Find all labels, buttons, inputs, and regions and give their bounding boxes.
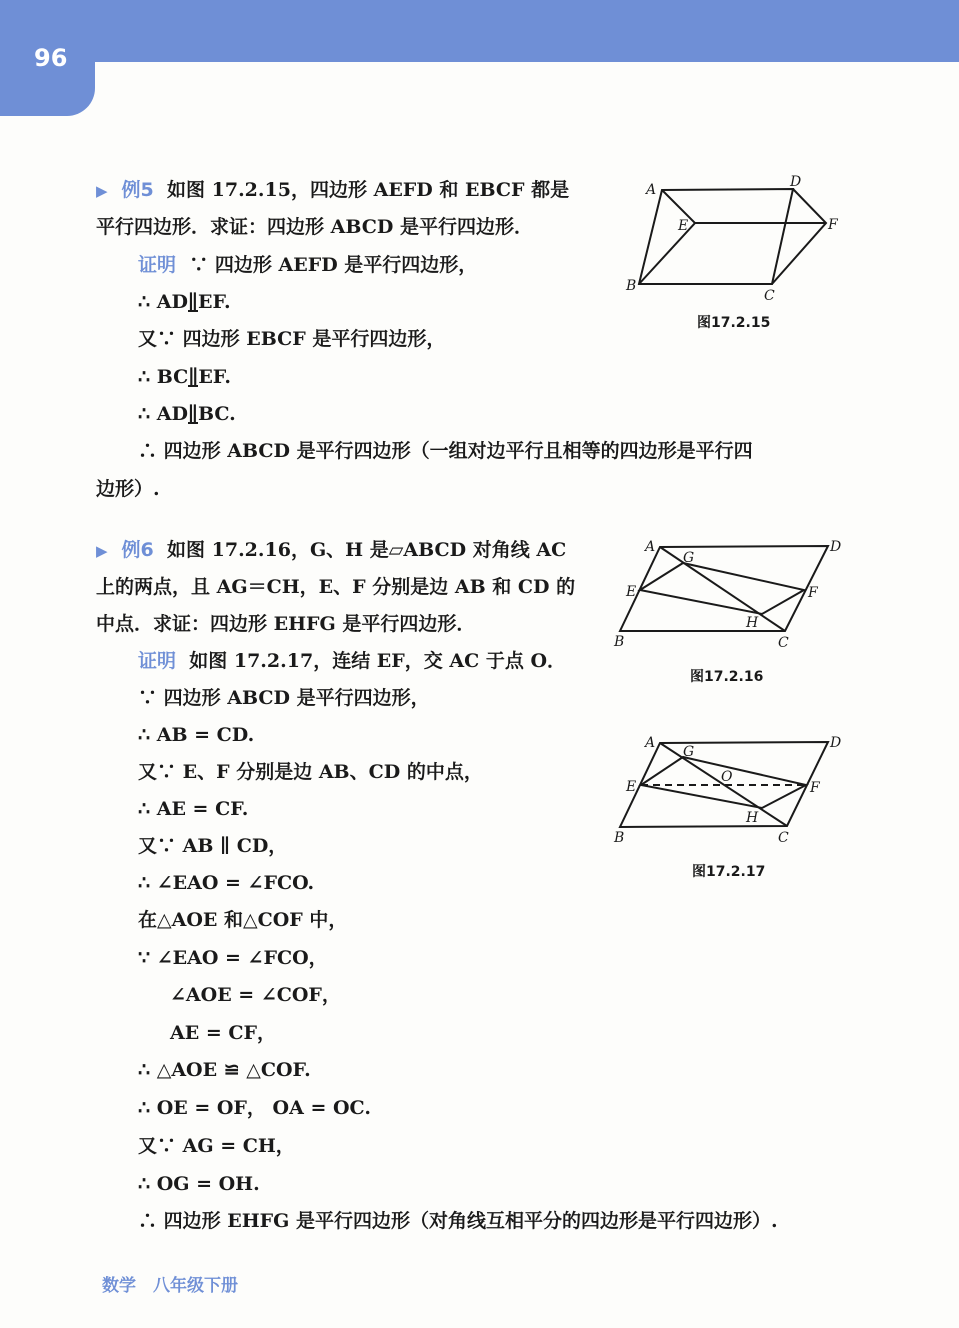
- parallel-equal-symbol: ∥: [187, 291, 198, 313]
- parallel-equal-symbol: ∥: [187, 403, 198, 425]
- label-e: E: [626, 779, 637, 795]
- figure-caption-17-2-17: 图17.2.17: [692, 864, 766, 880]
- label-f: F: [828, 217, 838, 233]
- label-o: O: [721, 769, 733, 785]
- label-d: D: [790, 174, 802, 190]
- proof6-line8: 在△AOE 和△COF 中，: [138, 909, 348, 931]
- figure-17-2-15: [639, 189, 826, 284]
- label-b: B: [626, 278, 637, 294]
- label-e: E: [626, 584, 637, 600]
- figure-caption-17-2-15: 图17.2.15: [697, 315, 771, 331]
- proof6-line7: ∴ ∠EAO = ∠FCO.: [138, 872, 315, 894]
- label-e: E: [678, 218, 689, 234]
- proof-text: ∴ AD: [138, 403, 188, 425]
- proof-label: 证明: [138, 254, 177, 276]
- label-g: G: [683, 744, 695, 760]
- proof6-line6: 又∵ AB ∥ CD，: [138, 835, 288, 857]
- example5-line2: 平行四边形．求证：四边形 ABCD 是平行四边形．: [96, 216, 533, 238]
- label-c: C: [764, 288, 775, 304]
- label-h: H: [746, 810, 759, 826]
- proof6-line13: ∴ OE = OF， OA = OC.: [138, 1097, 371, 1119]
- label-c: C: [778, 830, 789, 846]
- proof6-line16: ∴ 四边形 EHFG 是平行四边形（对角线互相平分的四边形是平行四边形）.: [138, 1210, 778, 1232]
- proof6-line4: 又∵ E、F 分别是边 AB、CD 的中点，: [138, 761, 483, 783]
- edges-ae-eb: [639, 190, 695, 284]
- figure-caption-17-2-16: 图17.2.16: [690, 669, 764, 685]
- label-b: B: [614, 634, 625, 650]
- proof-text: ∴ BC: [138, 366, 189, 388]
- label-a: A: [645, 735, 656, 751]
- proof6-line11: AE = CF，: [170, 1022, 276, 1044]
- proof5-line3: 又∵ 四边形 EBCF 是平行四边形，: [138, 328, 446, 350]
- parallel-equal-symbol: ∥: [188, 366, 199, 388]
- triangle-marker-icon: ▶: [96, 542, 108, 560]
- proof6-line5: ∴ AE = CF.: [138, 798, 249, 820]
- diagonal-ac: [660, 547, 785, 631]
- label-a: A: [645, 539, 656, 555]
- proof-label: 证明: [138, 650, 177, 672]
- label-f: F: [810, 780, 820, 796]
- example6-line3: 中点．求证：四边形 EHFG 是平行四边形．: [96, 613, 476, 635]
- parallelogram-abcd: [639, 189, 793, 284]
- example6-label: 例6: [121, 539, 154, 561]
- label-c: C: [778, 635, 789, 651]
- proof5-line7: 边形）.: [96, 478, 160, 500]
- proof-text: ∵ 四边形 AEFD 是平行四边形，: [189, 254, 478, 276]
- figure-17-2-16: [620, 546, 828, 631]
- page-number: 96: [34, 44, 68, 72]
- label-g: G: [683, 550, 695, 566]
- proof-text: EF.: [197, 291, 231, 313]
- triangle-marker-icon: ▶: [96, 182, 108, 200]
- proof6-line10: ∠AOE = ∠COF，: [170, 984, 341, 1006]
- label-a: A: [646, 182, 657, 198]
- proof6-line3: ∴ AB = CD.: [138, 724, 255, 746]
- label-h: H: [746, 615, 759, 631]
- proof6-line9: ∵ ∠EAO = ∠FCO，: [138, 947, 328, 969]
- example6-line2: 上的两点，且 AG＝CH，E、F 分别是边 AB 和 CD 的: [96, 576, 576, 598]
- label-b: B: [614, 830, 625, 846]
- problem-text: 如图 17.2.15，四边形 AEFD 和 EBCF 都是: [167, 179, 570, 201]
- example5-label: 例5: [121, 179, 154, 201]
- problem-text: 如图 17.2.16，G、H 是▱ABCD 对角线 AC: [167, 539, 567, 561]
- proof-text: ∴ AD: [138, 291, 188, 313]
- proof6-line2: ∵ 四边形 ABCD 是平行四边形，: [138, 687, 430, 709]
- footer-book-title: 数学 八年级下册: [102, 1276, 238, 1296]
- edges-df-fc: [772, 189, 826, 284]
- label-d: D: [830, 539, 842, 555]
- proof6-line14: 又∵ AG = CH，: [138, 1135, 295, 1157]
- proof-text: BC.: [197, 403, 236, 425]
- proof-text: EF.: [198, 366, 231, 388]
- label-d: D: [830, 735, 842, 751]
- label-f: F: [808, 585, 818, 601]
- proof6-line15: ∴ OG = OH.: [138, 1173, 260, 1195]
- proof6-line12: ∴ △AOE ≌ △COF.: [138, 1059, 311, 1081]
- proof-text: 如图 17.2.17，连结 EF，交 AC 于点 O．: [189, 650, 567, 672]
- proof5-line6: ∴ 四边形 ABCD 是平行四边形（一组对边平行且相等的四边形是平行四: [138, 440, 753, 462]
